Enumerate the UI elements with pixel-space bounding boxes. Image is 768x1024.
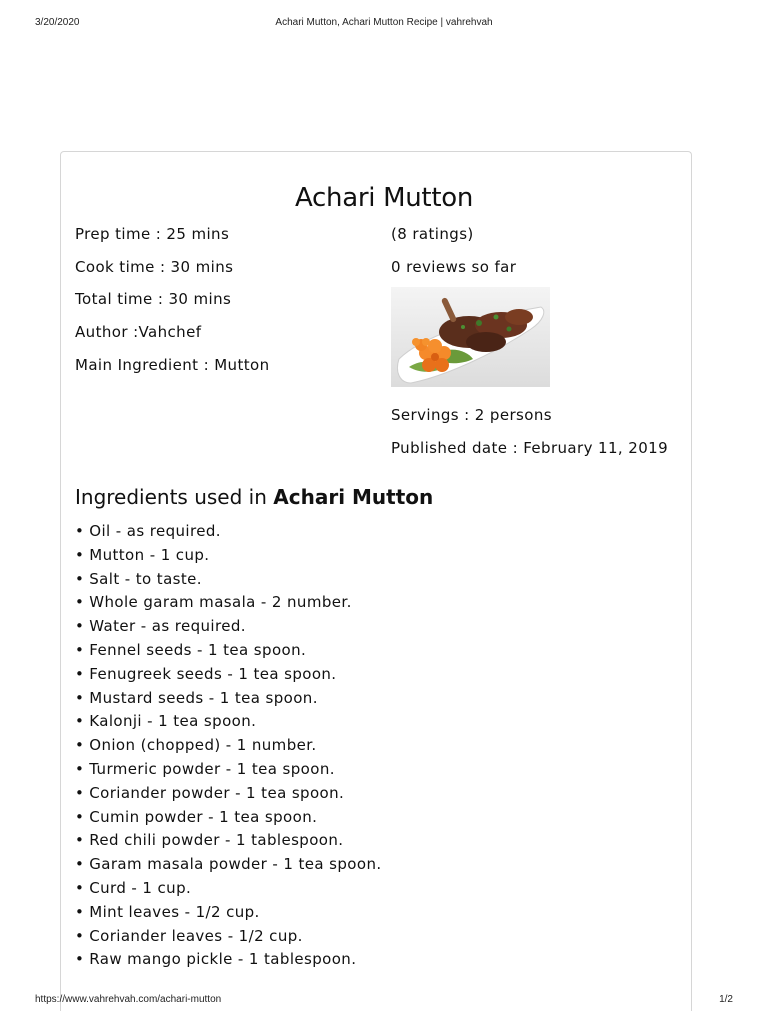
ingredient-item [75,903,382,927]
print-footer [0,994,768,1008]
ingredient-text: Garam masala powder - 1 tea spoon. [89,855,382,874]
prep-time: Prep time : 25 mins [75,225,230,243]
ingredient-text: Coriander powder - 1 tea spoon. [89,783,345,802]
bullet-icon: • [75,712,85,731]
print-date: 3/20/2020 [35,17,80,28]
ingredient-item [75,784,382,808]
bullet-icon: • [75,569,85,588]
ingredients-heading-dish: Achari Mutton [273,485,434,509]
ratings-count[interactable]: (8 ratings) [391,225,474,243]
ingredient-text: Mint leaves - 1/2 cup. [89,902,260,921]
ingredient-item [75,831,382,855]
ingredient-text: Whole garam masala - 2 number. [89,593,352,612]
cook-time: Cook time : 30 mins [75,258,234,276]
ingredient-text: Turmeric powder - 1 tea spoon. [89,759,335,778]
total-time: Total time : 30 mins [75,290,232,308]
ingredient-text: Curd - 1 cup. [89,878,192,897]
ingredient-item [75,950,382,974]
ingredient-item [75,879,382,903]
ingredient-item [75,689,382,713]
ingredient-text: Mutton - 1 cup. [89,545,210,564]
ingredient-text: Fenugreek seeds - 1 tea spoon. [89,664,337,683]
bullet-icon: • [75,640,85,659]
ingredient-item [75,927,382,951]
bullet-icon: • [75,855,85,874]
ingredient-item [75,617,382,641]
main-ingredient: Main Ingredient : Mutton [75,356,270,374]
ingredient-item [75,546,382,570]
ingredient-item [75,736,382,760]
ingredient-item [75,665,382,689]
author: Author :Vahchef [75,323,202,341]
servings: Servings : 2 persons [391,406,552,424]
bullet-icon: • [75,664,85,683]
bullet-icon: • [75,831,85,850]
reviews-count[interactable]: 0 reviews so far [391,258,517,276]
ingredient-item [75,760,382,784]
bullet-icon: • [75,807,85,826]
ingredient-text: Mustard seeds - 1 tea spoon. [89,688,318,707]
ingredient-item [75,641,382,665]
bullet-icon: • [75,902,85,921]
bullet-icon: • [75,759,85,778]
ingredient-text: Water - as required. [89,617,246,636]
ingredient-item [75,522,382,546]
recipe-title: Achari Mutton [295,183,473,213]
bullet-icon: • [75,878,85,897]
ingredients-heading [75,485,433,509]
bullet-icon: • [75,783,85,802]
bullet-icon: • [75,617,85,636]
bullet-icon: • [75,522,85,540]
bullet-icon: • [75,736,85,755]
recipe-photo [391,287,550,387]
ingredient-item [75,808,382,832]
print-header [0,17,768,31]
ingredient-text: Oil - as required. [89,522,221,540]
ingredient-text: Cumin powder - 1 tea spoon. [89,807,318,826]
print-page-number: 1/2 [719,994,733,1005]
ingredient-text: Kalonji - 1 tea spoon. [89,712,257,731]
ingredient-text: Onion (chopped) - 1 number. [89,736,317,755]
ingredient-item [75,593,382,617]
ingredient-text: Raw mango pickle - 1 tablespoon. [89,950,357,969]
print-url: https://www.vahrehvah.com/achari-mutton [35,994,222,1005]
ingredient-item [75,855,382,879]
ingredients-heading-prefix: Ingredients used in [75,485,274,509]
ingredient-text: Fennel seeds - 1 tea spoon. [89,640,307,659]
bullet-icon: • [75,926,85,945]
ingredients-list [75,522,382,974]
ingredient-text: Coriander leaves - 1/2 cup. [89,926,303,945]
bullet-icon: • [75,688,85,707]
bullet-icon: • [75,593,85,612]
ingredient-item [75,712,382,736]
ingredient-text: Red chili powder - 1 tablespoon. [89,831,344,850]
published-date: Published date : February 11, 2019 [391,439,669,457]
bullet-icon: • [75,545,85,564]
bullet-icon: • [75,950,85,969]
ingredient-item [75,570,382,594]
ingredient-text: Salt - to taste. [89,569,202,588]
print-page-title: Achari Mutton, Achari Mutton Recipe | vahrehvah [275,17,493,28]
